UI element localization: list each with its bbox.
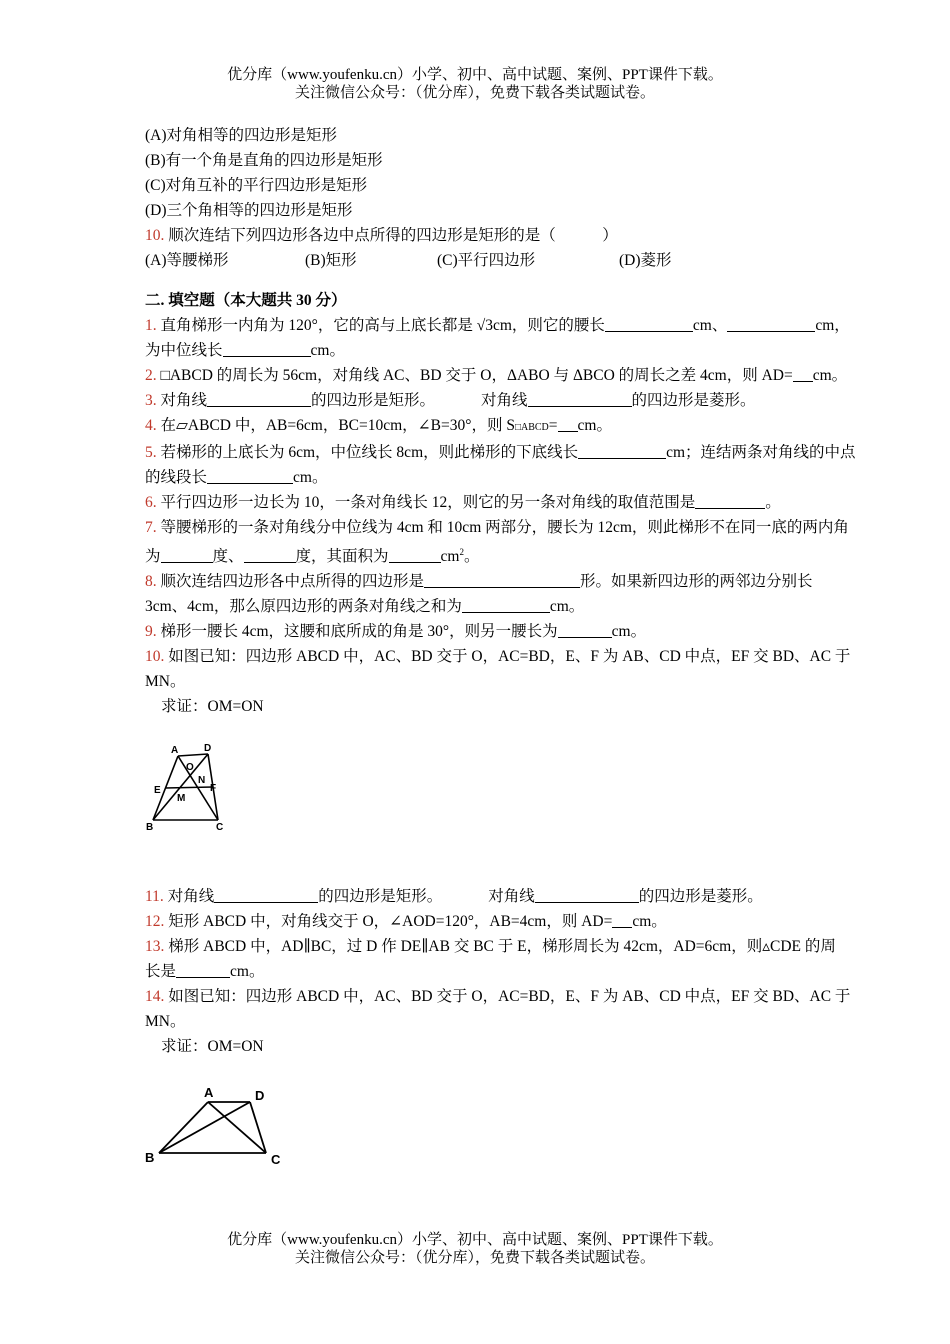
answer-blank: [223, 341, 311, 357]
label-e: E: [154, 785, 161, 796]
question-number: 3.: [145, 392, 157, 409]
proof-prompt: 求证：OM=ON: [161, 1038, 264, 1056]
label-a: A: [204, 1085, 214, 1100]
question-number: 5.: [145, 444, 157, 461]
answer-blank: [176, 962, 230, 978]
header-line-2: 关注微信公众号：（优分库），免费下载各类试题试卷。: [294, 85, 655, 101]
question-text: 顺次连结下列四边形各边中点所得的四边形是矩形的是（ ）: [168, 227, 618, 244]
question-number: 6.: [145, 494, 157, 511]
fill-question-7: 7. 等腰梯形的一条对角线分中位线为 4cm 和 10cm 两部分，腰长为 12cm，则此梯形不在同一底的两内角 为 度、 度，其面积为 $cm^2$。: [145, 519, 849, 566]
choice-a: (A)对角相等的四边形是矩形: [145, 127, 338, 144]
answer-blank: [793, 366, 813, 382]
answer-blank: [214, 887, 318, 903]
page-header: [0, 66, 950, 102]
label-n: N: [198, 775, 206, 786]
label-a: A: [171, 745, 179, 756]
section-title: 二. 填空题（本大题共 30 分）: [145, 292, 347, 309]
answer-blank: [578, 443, 666, 459]
question-10-options: [145, 248, 910, 273]
label-d: D: [204, 743, 212, 754]
fill-question-1: 1. 直角梯形一内角为 120°，它的高与上底长都是 √3cm，则它的腰长 cm、 cm， 为中位线长 cm。: [145, 317, 850, 359]
answer-blank: [612, 912, 632, 928]
fill-question-12: 12. 矩形 ABCD 中，对角线交于 O，∠AOD=120°，AB=4cm，则 AD= cm。: [145, 913, 667, 931]
question-10: [145, 223, 910, 248]
question-number: 13.: [145, 938, 165, 956]
fill-question-9: 9. 梯形一腰长 4cm，这腰和底所成的角是 30°，则另一腰长为 cm。: [145, 623, 647, 641]
question-number: 8.: [145, 573, 157, 591]
label-b: B: [145, 1150, 155, 1165]
fill-question-5: 5. 若梯形的上底长为 6cm，中位线长 8cm，则此梯形的下底线长 cm；连结两条对角线的中点 的线段长 cm。: [145, 444, 856, 486]
question-number: 10.: [145, 648, 165, 666]
answer-blank: [161, 547, 213, 563]
choice-b: (B)有一个角是直角的四边形是矩形: [145, 152, 383, 169]
figure-1-spacer: [145, 719, 910, 884]
figure-2-quadrilateral: [140, 1080, 290, 1170]
choice-d: (D)三个角相等的四边形是矩形: [145, 202, 353, 219]
question-number: 11.: [145, 888, 164, 906]
question-number: 7.: [145, 519, 157, 536]
option-d: (D)菱形: [619, 252, 672, 269]
answer-blank: [462, 597, 550, 613]
exam-content: [145, 123, 910, 1059]
answer-blank: [558, 416, 578, 432]
answer-blank: [207, 391, 311, 407]
footer-line-1: 优分库（www.youfenku.cn）小学、初中、高中试题、案例、PPT课件下载。: [227, 1232, 723, 1248]
answer-blank: [244, 547, 296, 563]
fill-question-2: 2. □ABCD 的周长为 56cm，对角线 AC、BD 交于 O，ΔABO 与 ΔBCO 的周长之差 4cm，则 AD= cm。: [145, 367, 848, 384]
fill-question-8: 8. 顺次连结四边形各中点所得的四边形是 形。如果新四边形的两邻边分别长 3cm、4cm，那么原四边形的两条对角线之和为 cm。: [145, 573, 813, 616]
question-number: 10.: [145, 227, 165, 244]
label-m: M: [177, 793, 186, 804]
answer-blank: [528, 391, 632, 407]
label-o: O: [186, 762, 194, 773]
answer-blank: [605, 316, 693, 332]
question-number: 9.: [145, 623, 157, 641]
option-a: (A)等腰梯形: [145, 252, 229, 269]
fill-question-14: 14. 如图已知：四边形 ABCD 中，AC、BD 交于 O，AC=BD，E、F 为 AB、CD 中点，EF 交 BD、AC 于 MN。: [145, 988, 851, 1031]
option-c: (C)平行四边形: [437, 252, 536, 269]
option-b: (B)矩形: [305, 252, 357, 269]
footer-line-2: 关注微信公众号：（优分库），免费下载各类试题试卷。: [294, 1250, 655, 1266]
question-number: 12.: [145, 913, 165, 931]
fill-question-6: 6. 平行四边形一边长为 10，一条对角线长 12，则它的另一条对角线的取值范围是 。: [145, 494, 781, 511]
fill-question-10: 10. 如图已知：四边形 ABCD 中，AC、BD 交于 O，AC=BD，E、F 为 AB、CD 中点，EF 交 BD、AC 于 MN。: [145, 648, 851, 691]
figure-1-quadrilateral: [140, 738, 240, 838]
header-line-1: 优分库（www.youfenku.cn）小学、初中、高中试题、案例、PPT课件下载。: [227, 67, 723, 83]
answer-blank: [695, 493, 765, 509]
answer-blank: [207, 468, 293, 484]
edge-ad: [178, 754, 208, 756]
answer-blank: [535, 887, 639, 903]
fill-question-11: 11. 对角线 的四边形是矩形。 对角线 的四边形是菱形。: [145, 888, 763, 906]
answer-blank: [727, 316, 815, 332]
answer-blank: [424, 572, 580, 588]
question-number: 1.: [145, 317, 157, 334]
fill-question-13: 13. 梯形 ABCD 中，AD∥BC，过 D 作 DE∥AB 交 BC 于 E，梯形周长为 42cm，AD=6cm，则▵CDE 的周 长是 cm。: [145, 938, 836, 981]
segment-ef: [165, 787, 213, 788]
question-number: 2.: [145, 367, 157, 384]
page-footer: [0, 1231, 950, 1267]
proof-prompt: 求证：OM=ON: [161, 698, 264, 716]
label-b: B: [146, 822, 154, 833]
question-number: 14.: [145, 988, 165, 1006]
answer-blank: [558, 622, 612, 638]
label-f: F: [210, 783, 217, 794]
fill-question-4: 4. 在▱ABCD 中，AB=6cm，BC=10cm，∠B=30°，则 S□ABCD= cm。: [145, 417, 612, 434]
label-c: C: [271, 1152, 281, 1167]
label-c: C: [216, 822, 224, 833]
edge-ab: [159, 1102, 208, 1153]
question-number: 4.: [145, 417, 157, 434]
fill-question-3: 3. 对角线 的四边形是矩形。 对角线 的四边形是菱形。: [145, 392, 756, 409]
answer-blank: [389, 547, 441, 563]
label-d: D: [255, 1088, 265, 1103]
choice-c: (C)对角互补的平行四边形是矩形: [145, 177, 368, 194]
